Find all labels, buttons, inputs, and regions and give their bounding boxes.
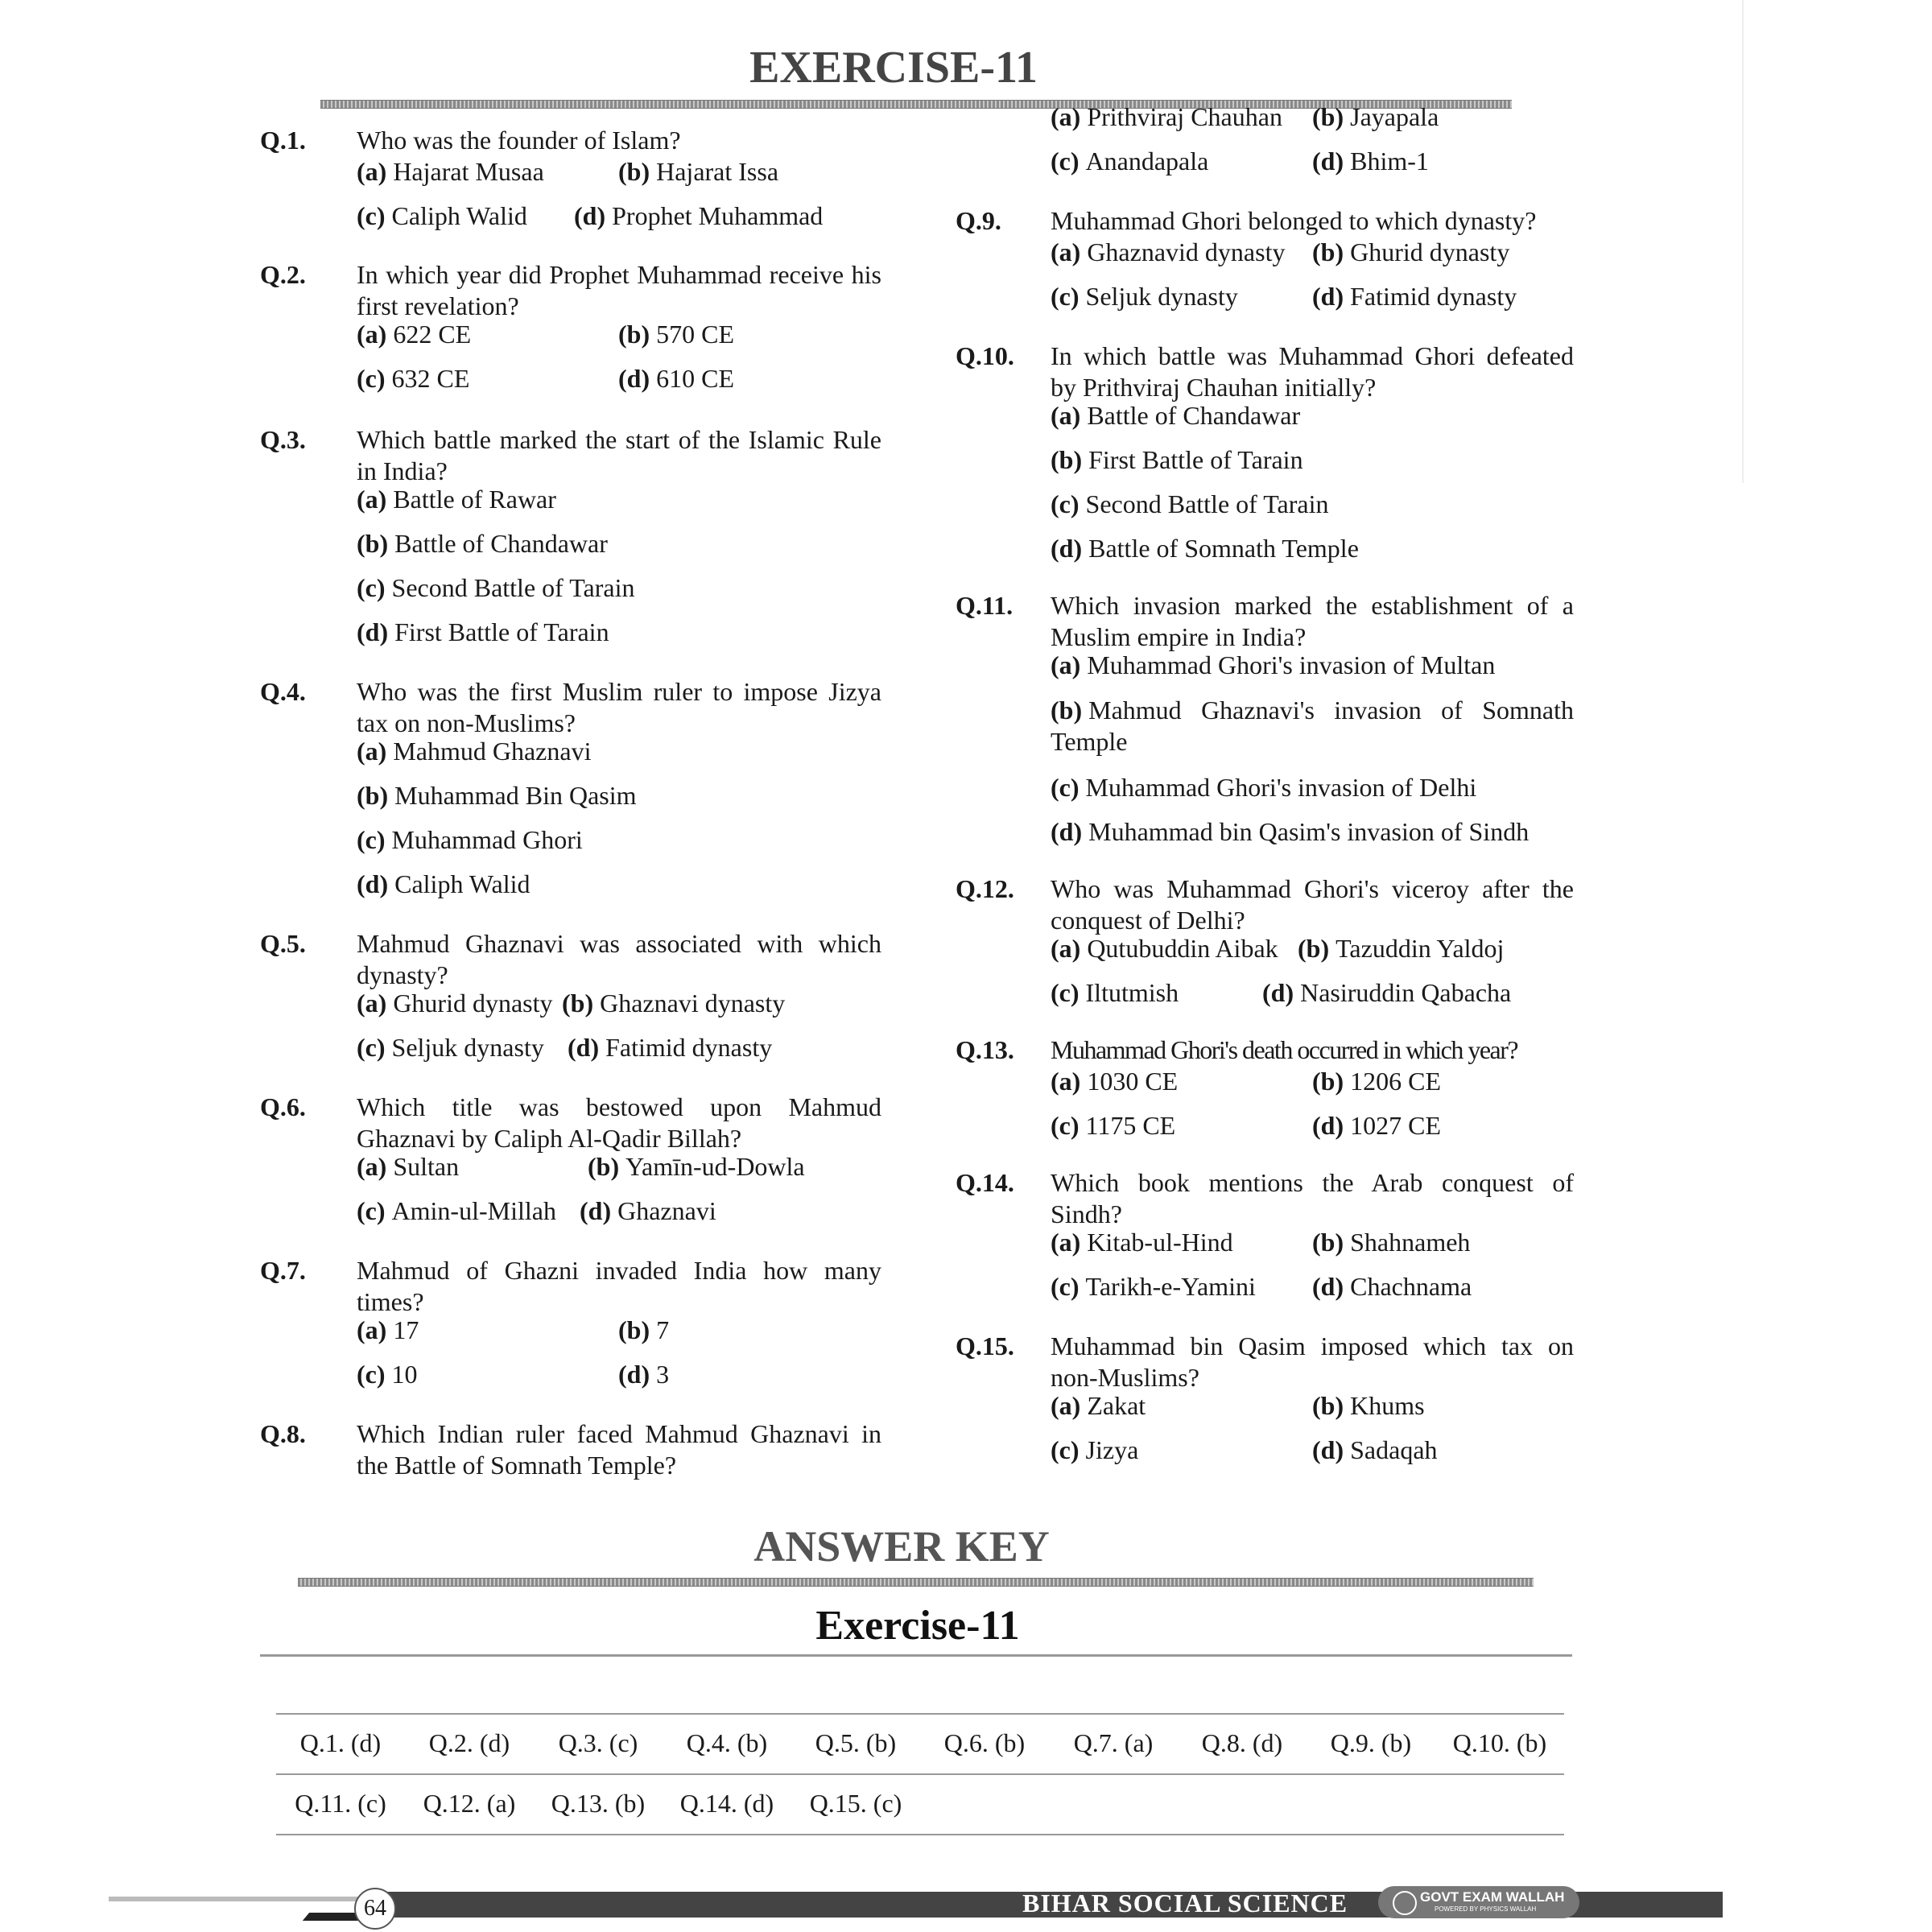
option-text: 610 CE	[656, 364, 734, 393]
option-letter: (c)	[1051, 489, 1080, 518]
option-letter: (b)	[1312, 102, 1344, 131]
question	[956, 1034, 1574, 1066]
option-text: Muhammad Bin Qasim	[394, 781, 637, 810]
answer-option	[357, 320, 471, 349]
option-text: 1027 CE	[1350, 1111, 1441, 1140]
answer-option	[580, 1196, 716, 1226]
option-letter: (a)	[357, 989, 387, 1018]
option-text: Sultan	[393, 1152, 460, 1181]
question-text: Mahmud of Ghazni invaded India how many times?	[357, 1256, 881, 1316]
option-letter: (d)	[1051, 534, 1083, 563]
question-text: Which book mentions the Arab conquest of Sindh?	[1051, 1168, 1574, 1228]
option-text: Tazuddin Yaldoj	[1335, 934, 1505, 963]
answer-option	[1312, 1111, 1441, 1141]
option-letter: (c)	[1051, 147, 1080, 175]
question	[956, 341, 1574, 403]
option-letter: (b)	[618, 157, 650, 186]
option-text: Seljuk dynasty	[391, 1033, 544, 1062]
answer-cell: Q.4. (b)	[686, 1728, 768, 1757]
question-text: Muhammad bin Qasim imposed which tax on non-Muslims?	[1051, 1331, 1574, 1392]
answer-cell: Q.15. (c)	[809, 1789, 902, 1818]
question	[260, 928, 881, 991]
answer-option	[357, 737, 591, 766]
question-text: Muhammad Ghori belonged to which dynasty?	[1051, 206, 1537, 235]
option-text: Shahnameh	[1350, 1228, 1471, 1257]
option-text: Nasiruddin Qabacha	[1300, 978, 1512, 1007]
option-letter: (b)	[588, 1152, 620, 1181]
question	[260, 1092, 881, 1154]
answer-option	[1051, 489, 1328, 519]
option-text: Qutubuddin Aibak	[1087, 934, 1278, 963]
option-text: Yamīn-ud-Dowla	[625, 1152, 805, 1181]
answer-cell: Q.7. (a)	[1073, 1728, 1154, 1757]
answer-option	[1051, 1435, 1138, 1465]
option-letter: (a)	[1051, 934, 1081, 963]
option-text: Tarikh-e-Yamini	[1085, 1272, 1256, 1301]
option-text: 632 CE	[391, 364, 470, 393]
option-letter: (c)	[1051, 282, 1080, 311]
answer-option	[357, 573, 634, 603]
question-number: Q.2.	[260, 260, 306, 289]
answer-cell: Q.3. (c)	[558, 1728, 638, 1757]
answer-option	[357, 364, 469, 394]
answer-option	[1312, 1435, 1438, 1465]
option-text: Prithviraj Chauhan	[1087, 102, 1282, 131]
answer-option	[618, 1360, 669, 1389]
answer-option	[357, 201, 527, 231]
question-number: Q.15.	[956, 1331, 1014, 1360]
option-text: Battle of Somnath Temple	[1088, 534, 1359, 563]
question-number: Q.3.	[260, 425, 306, 454]
option-letter: (b)	[1312, 237, 1344, 266]
option-text: Caliph Walid	[391, 201, 527, 230]
answer-option	[568, 1033, 772, 1063]
option-letter: (d)	[357, 869, 389, 898]
option-text: Chachnama	[1350, 1272, 1472, 1301]
option-letter: (a)	[1051, 102, 1081, 131]
option-text: Battle of Chandawar	[1087, 401, 1301, 430]
answer-option	[357, 617, 609, 647]
answer-option	[357, 781, 637, 811]
option-letter: (c)	[1051, 978, 1080, 1007]
option-text: Second Battle of Tarain	[1085, 489, 1329, 518]
option-letter: (a)	[357, 320, 387, 349]
option-text: 7	[656, 1315, 670, 1344]
option-letter: (b)	[1312, 1228, 1344, 1257]
option-letter: (d)	[1312, 282, 1344, 311]
option-letter: (c)	[1051, 1272, 1080, 1301]
option-text: Amin-ul-Millah	[391, 1196, 556, 1225]
question-number: Q.4.	[260, 677, 306, 706]
answer-cell: Q.8. (d)	[1201, 1728, 1283, 1757]
answer-option	[1051, 147, 1208, 176]
answer-option	[1051, 445, 1303, 475]
answer-option	[357, 1315, 419, 1345]
option-letter: (a)	[1051, 401, 1081, 430]
question	[956, 590, 1574, 653]
option-text: Ghurid dynasty	[1350, 237, 1510, 266]
answer-option	[357, 989, 553, 1018]
question-number: Q.6.	[260, 1092, 306, 1121]
answer-cell: Q.5. (b)	[815, 1728, 897, 1757]
option-text: Prophet Muhammad	[612, 201, 824, 230]
option-text: Hajarat Issa	[656, 157, 779, 186]
question-number: Q.8.	[260, 1419, 306, 1448]
question-text: Which invasion marked the establishment of a Muslim empire in India?	[1051, 591, 1574, 651]
question-text: In which battle was Muhammad Ghori defeated by Prithviraj Chauhan initially?	[1051, 341, 1574, 402]
option-text: 17	[393, 1315, 419, 1344]
option-letter: (d)	[574, 201, 606, 230]
option-letter: (c)	[357, 1033, 386, 1062]
question	[956, 1167, 1574, 1230]
page-edge-line	[1742, 0, 1744, 483]
answer-option	[1051, 978, 1179, 1008]
answer-option	[1262, 978, 1511, 1008]
option-text: Seljuk dynasty	[1085, 282, 1238, 311]
exercise-underline	[260, 1654, 1572, 1657]
question-text: In which year did Prophet Muhammad receive his first revelation?	[357, 260, 881, 320]
option-letter: (b)	[1298, 934, 1330, 963]
logo-subtext: POWERED BY PHYSICS WALLAH	[1435, 1905, 1537, 1913]
option-letter: (c)	[357, 1196, 386, 1225]
answer-option	[1051, 1067, 1178, 1096]
option-text: First Battle of Tarain	[1088, 445, 1303, 474]
answer-option	[1312, 1391, 1425, 1421]
answer-option	[562, 989, 785, 1018]
question-number: Q.11.	[956, 591, 1013, 620]
answer-option	[357, 869, 530, 899]
question-text: Who was Muhammad Ghori's viceroy after the conquest of Delhi?	[1051, 874, 1574, 935]
answer-option	[618, 1315, 669, 1345]
answer-option	[1312, 1272, 1472, 1302]
option-text: Hajarat Musaa	[393, 157, 544, 186]
option-letter: (b)	[618, 1315, 650, 1344]
option-text: Muhammad Ghori	[391, 825, 583, 854]
option-text: Sadaqah	[1350, 1435, 1438, 1464]
option-letter: (a)	[357, 485, 387, 514]
option-text: Second Battle of Tarain	[391, 573, 635, 602]
question-text: Who was the founder of Islam?	[357, 126, 681, 155]
option-text: Ghaznavid dynasty	[1087, 237, 1286, 266]
question	[260, 125, 881, 156]
logo-emblem-icon	[1393, 1891, 1417, 1915]
answer-option	[1312, 102, 1439, 132]
question	[260, 259, 881, 322]
option-text: Bhim-1	[1350, 147, 1429, 175]
answer-option	[357, 1360, 418, 1389]
exercise-title: EXERCISE-11	[749, 43, 1038, 93]
question-text: Who was the first Muslim ruler to impose Jizya tax on non-Muslims?	[357, 677, 881, 737]
option-text: 1206 CE	[1350, 1067, 1441, 1096]
option-letter: (c)	[357, 573, 386, 602]
answer-option	[357, 157, 544, 187]
option-letter: (d)	[1312, 1111, 1344, 1140]
answer-option	[1312, 1228, 1470, 1257]
question	[260, 1255, 881, 1318]
answer-option	[357, 485, 556, 514]
answer-option	[357, 825, 583, 855]
option-letter: (d)	[618, 1360, 650, 1389]
answer-option	[357, 1196, 556, 1226]
option-letter: (d)	[568, 1033, 600, 1062]
option-text: Battle of Rawar	[393, 485, 556, 514]
option-letter: (b)	[1312, 1391, 1344, 1420]
option-letter: (d)	[1262, 978, 1294, 1007]
option-text: Muhammad bin Qasim's invasion of Sindh	[1088, 817, 1530, 846]
answer-option	[357, 1033, 544, 1063]
option-letter: (c)	[1051, 1111, 1080, 1140]
answer-option	[1051, 534, 1359, 564]
answer-option	[1051, 817, 1529, 847]
answer-option	[1312, 147, 1429, 176]
option-text: 622 CE	[393, 320, 472, 349]
option-text: 3	[656, 1360, 670, 1389]
option-text: Kitab-ul-Hind	[1087, 1228, 1233, 1257]
answer-option	[1051, 1272, 1256, 1302]
option-letter: (a)	[1051, 237, 1081, 266]
option-text: 10	[391, 1360, 418, 1389]
question-text: Which Indian ruler faced Mahmud Ghaznavi in the Battle of Somnath Temple?	[357, 1419, 881, 1480]
question	[956, 205, 1574, 237]
option-letter: (c)	[357, 1360, 386, 1389]
option-text: Battle of Chandawar	[394, 529, 608, 558]
option-letter: (c)	[357, 825, 386, 854]
option-text: Khums	[1350, 1391, 1425, 1420]
option-letter: (a)	[1051, 650, 1081, 679]
option-letter: (b)	[1312, 1067, 1344, 1096]
answer-option	[618, 157, 778, 187]
option-letter: (b)	[618, 320, 650, 349]
option-letter: (a)	[357, 737, 387, 766]
option-letter: (a)	[1051, 1067, 1081, 1096]
option-text: Anandapala	[1085, 147, 1209, 175]
option-text: Fatimid dynasty	[605, 1033, 773, 1062]
footer-book-title: BIHAR SOCIAL SCIENCE	[1022, 1889, 1348, 1918]
option-letter: (a)	[1051, 1391, 1081, 1420]
answer-option	[1051, 237, 1285, 267]
answer-row	[276, 1713, 1564, 1775]
option-text: Jizya	[1085, 1435, 1139, 1464]
answer-option	[1051, 282, 1238, 312]
answer-cell: Q.2. (d)	[428, 1728, 510, 1757]
question-number: Q.13.	[956, 1035, 1014, 1064]
option-text: Muhammad Ghori's invasion of Multan	[1087, 650, 1496, 679]
option-letter: (c)	[1051, 773, 1080, 802]
page-number: 64	[354, 1888, 396, 1930]
option-text: 570 CE	[656, 320, 734, 349]
answer-option	[1051, 934, 1278, 964]
answer-option	[1312, 237, 1509, 267]
answer-key-exercise-title: Exercise-11	[815, 1603, 1020, 1649]
answer-key-divider	[298, 1578, 1534, 1587]
answer-cell: Q.12. (a)	[423, 1789, 516, 1818]
option-text: Jayapala	[1350, 102, 1439, 131]
question	[260, 676, 881, 739]
option-text: Fatimid dynasty	[1350, 282, 1517, 311]
option-text: Iltutmish	[1085, 978, 1179, 1007]
question-text: Muhammad Ghori's death occurred in which year?	[1051, 1035, 1518, 1064]
answer-option	[618, 320, 734, 349]
option-letter: (b)	[357, 781, 389, 810]
option-letter: (d)	[357, 617, 389, 646]
option-letter: (c)	[1051, 1435, 1080, 1464]
answer-option	[357, 1152, 459, 1182]
answer-option	[1051, 1228, 1233, 1257]
question-number: Q.7.	[260, 1256, 306, 1285]
answer-option	[588, 1152, 805, 1182]
answer-option	[1051, 695, 1574, 758]
option-letter: (c)	[357, 364, 386, 393]
option-letter: (c)	[357, 201, 386, 230]
answer-option	[357, 529, 608, 559]
option-text: First Battle of Tarain	[394, 617, 609, 646]
answer-cell: Q.10. (b)	[1452, 1728, 1547, 1757]
question	[956, 873, 1574, 936]
option-letter: (b)	[1051, 696, 1083, 724]
option-letter: (b)	[1051, 445, 1083, 474]
option-letter: (d)	[1051, 817, 1083, 846]
option-letter: (d)	[1312, 147, 1344, 175]
option-text: Mahmud Ghaznavi's invasion of Somnath Temple	[1051, 696, 1574, 756]
option-letter: (d)	[618, 364, 650, 393]
question-text: Mahmud Ghaznavi was associated with which dynasty?	[357, 929, 881, 989]
question-text: Which title was bestowed upon Mahmud Ghaznavi by Caliph Al-Qadir Billah?	[357, 1092, 881, 1153]
answer-option	[1051, 401, 1300, 431]
footer-accent-left	[109, 1897, 374, 1901]
answer-option	[618, 364, 734, 394]
answer-option	[1051, 773, 1476, 803]
answer-cell: Q.11. (c)	[295, 1789, 386, 1818]
question-number: Q.9.	[956, 206, 1001, 235]
option-letter: (a)	[357, 1315, 387, 1344]
option-text: Mahmud Ghaznavi	[393, 737, 592, 766]
logo-text: GOVT EXAM WALLAH	[1420, 1889, 1565, 1905]
answer-cell: Q.6. (b)	[943, 1728, 1026, 1757]
answer-option	[1051, 102, 1282, 132]
option-text: Ghaznavi	[617, 1196, 716, 1225]
question-text: Which battle marked the start of the Islamic Rule in India?	[357, 425, 881, 485]
answer-option	[574, 201, 823, 231]
option-letter: (d)	[580, 1196, 612, 1225]
question-number: Q.5.	[260, 929, 306, 958]
option-text: Ghaznavi dynasty	[600, 989, 786, 1018]
question	[956, 1331, 1574, 1393]
option-letter: (d)	[1312, 1272, 1344, 1301]
option-letter: (a)	[1051, 1228, 1081, 1257]
answer-cell: Q.9. (b)	[1330, 1728, 1412, 1757]
answer-cell: Q.13. (b)	[551, 1789, 646, 1818]
answer-option	[1312, 282, 1517, 312]
answer-option	[1051, 1111, 1175, 1141]
answer-option	[1312, 1067, 1441, 1096]
option-text: Zakat	[1087, 1391, 1146, 1420]
govt-exam-wallah-logo	[1378, 1886, 1579, 1918]
answer-cell: Q.14. (d)	[679, 1789, 774, 1818]
answer-row	[276, 1773, 1564, 1835]
question	[260, 424, 881, 487]
option-text: Caliph Walid	[394, 869, 530, 898]
option-text: 1030 CE	[1087, 1067, 1179, 1096]
option-letter: (b)	[562, 989, 594, 1018]
option-letter: (b)	[357, 529, 389, 558]
question	[260, 1418, 881, 1481]
question-number: Q.10.	[956, 341, 1014, 370]
option-letter: (a)	[357, 157, 387, 186]
answer-cell: Q.1. (d)	[299, 1728, 382, 1757]
answer-option	[1298, 934, 1504, 964]
answer-option	[1051, 650, 1495, 680]
question-number: Q.1.	[260, 126, 306, 155]
option-text: 1175 CE	[1085, 1111, 1176, 1140]
option-text: Muhammad Ghori's invasion of Delhi	[1085, 773, 1477, 802]
option-letter: (a)	[357, 1152, 387, 1181]
question-number: Q.14.	[956, 1168, 1014, 1197]
option-letter: (d)	[1312, 1435, 1344, 1464]
answer-option	[1051, 1391, 1146, 1421]
question-number: Q.12.	[956, 874, 1014, 903]
option-text: Ghurid dynasty	[393, 989, 553, 1018]
answer-key-title: ANSWER KEY	[753, 1522, 1050, 1571]
